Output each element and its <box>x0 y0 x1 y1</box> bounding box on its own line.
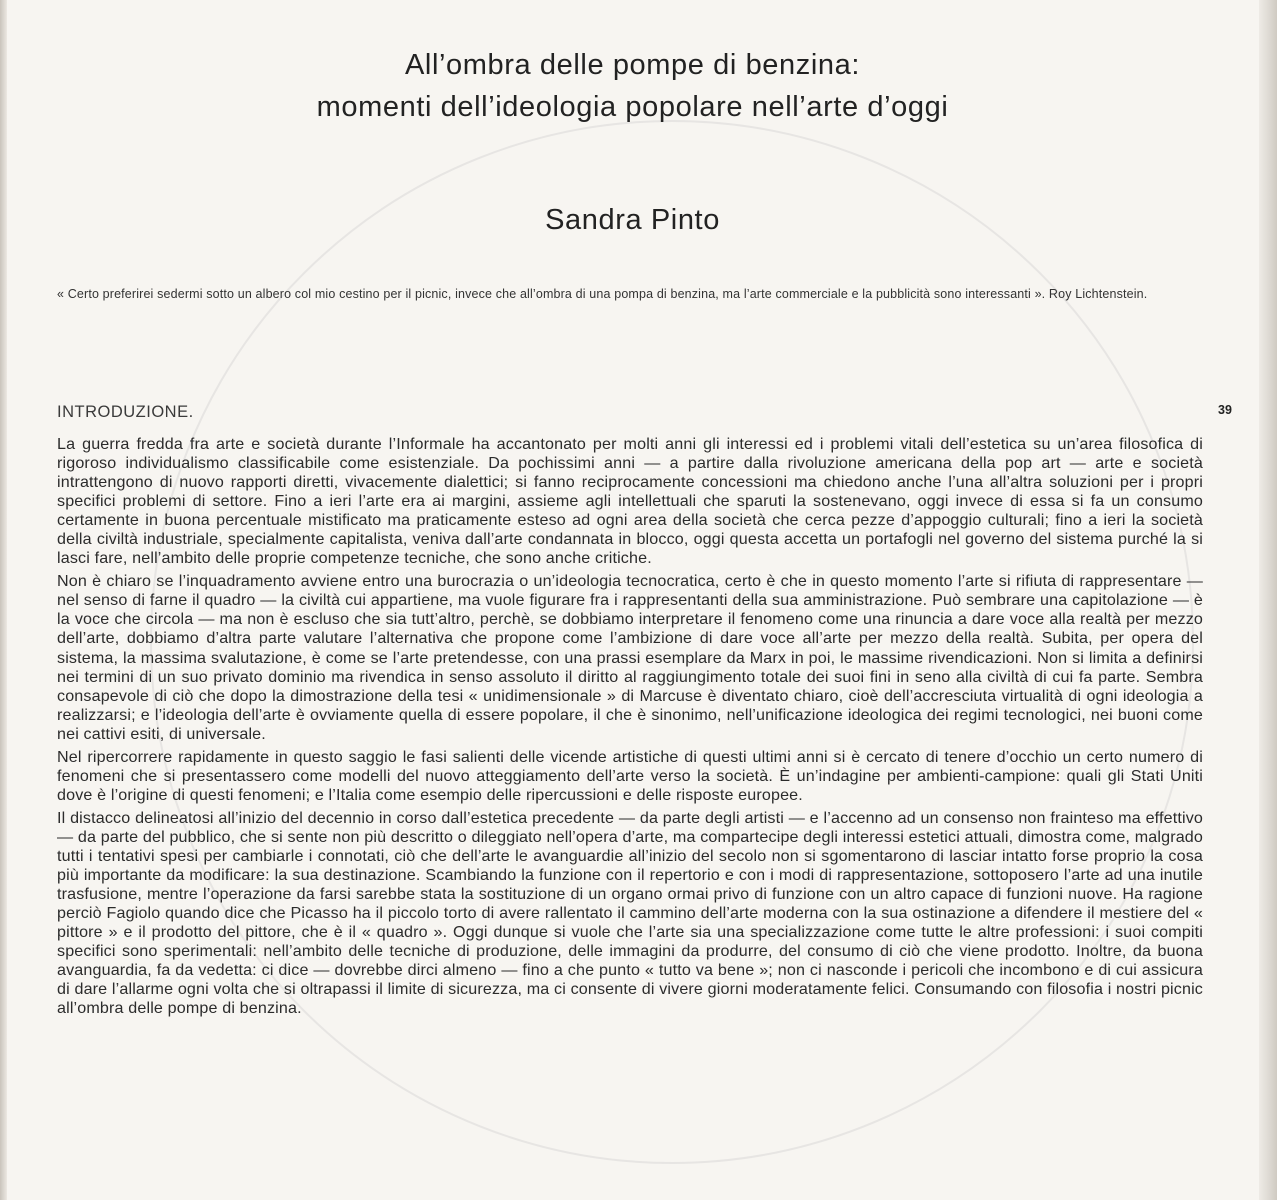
page-edge <box>1259 0 1277 1200</box>
paragraph: Nel ripercorrere rapidamente in questo saggio le fasi salienti delle vicende artistiche di questi ultimi anni si è cercato di tenere d’occhio un certo numero di fenomeni che si presentassero come modelli del nuovo atteggiamento dell’arte verso la società. È un’indagine per ambienti-campione: quali gli Stati Uniti dove è l’origine di questi fenomeni; e l’Italia come esempio delle ripercussioni e delle risposte europee. <box>57 747 1203 804</box>
paragraph: Il distacco delineatosi all’inizio del decennio in corso dall’estetica precedente — da parte degli artisti — e l’accenno ad un consenso non frainteso ma effettivo — da parte del pubblico, che si sente non più descritto o dileggiato nell’opera d’arte, ma compartecipe degli interessi estetici attuali, dimostra come, malgrado tutti i tentativi spesi per cambiarle i connotati, ciò che dell’arte le avanguardie all’inizio del secolo non si sgomentarono di lasciar intatto forse proprio la cosa più importante da modificare: la sua destinazione. Scambiando la funzione con il repertorio e con i modi di rappresentazione, sottoposero l’arte ad una inutile trasfusione, mentre l’operazione da farsi sarebbe stata la sostituzione di un organo ormai privo di funzione con un altro capace di funzioni nuove. Ha ragione perciò Fagiolo quando dice che Picasso ha il piccolo torto di avere rallentato il cammino dell’arte moderna con la sua ostinazione a difendere il mestiere del « pittore » e il prodotto del pittore, che è il « quadro ». Oggi dunque si vuole che l’arte sia una specializzazione come tutte le altre professioni: i suoi compiti specifici sono sperimentali: nell’ambito delle tecniche di produzione, delle immagini da produrre, del consumo di ciò che viene prodotto. Inoltre, da buona avanguardia, fa da vedetta: ci dice — dovrebbe dirci almeno — fino a che punto « tutto va bene »; non ci nasconde i pericoli che incombono e di cui assicura di dare l’allarme ogni volta che si oltrapassi il limite di sicurezza, ma ci consente di vivere giorni moderatamente felici. Consumando con filosofia i nostri picnic all’ombra delle pompe di benzina. <box>57 808 1203 1018</box>
paragraph: Non è chiaro se l’inquadramento avviene entro una burocrazia o un’ideologia tecnocratica, certo è che in questo momento l’arte si rifiuta di rappresentare — nel senso di farne il quadro — la civiltà cui appartiene, ma vuole figurare fra i rappresentanti della sua amministrazione. Può sembrare una capitolazione — è la voce che circola — ma non è escluso che sia tutt’altro, perchè, se dobbiamo interpretare il fenomeno come una rinuncia a dare voce alla realtà per mezzo dell’arte, dobbiamo d’altra parte valutare l’alternativa che propone come l’ambizione di dare voce all’arte per mezzo della realtà. Subita, per opera del sistema, la massima svalutazione, è come se l’arte pretendesse, con una prassi esemplare da Marx in poi, le massime rivendicazioni. Non si limita a definirsi nei termini di un suo privato dominio ma rivendica in senso assoluto il diritto al raggiungimento totale dei suoi fini in seno alla civiltà di cui fa parte. Sembra consapevole di ciò che dopo la dimostrazione della tesi « unidimensionale » di Marcuse è diventato chiaro, cioè dell’accresciuta virtualità di ogni ideologia a realizzarsi; e l’ideologia dell’arte è ovviamente quella di essere popolare, il che è sinonimo, nell’unificazione ideologica dei regimi tecnologici, nei buoni come nei cattivi esiti, di universale. <box>57 572 1203 743</box>
section-heading: INTRODUZIONE. <box>57 403 194 421</box>
epigraph-quote: « Certo preferirei sedermi sotto un albero col mio cestino per il picnic, invece che all’ombra di una pompa di benzina, ma l’arte commerciale e la pubblicità sono interessanti ». Roy Lichtenstein. <box>57 287 1148 301</box>
title-line-1: All’ombra delle pompe di benzina: <box>404 49 861 81</box>
author-name: Sandra Pinto <box>545 204 720 236</box>
page-title <box>0 44 1265 128</box>
page-spine <box>0 0 7 1200</box>
page-number: 39 <box>1218 403 1232 417</box>
body-text <box>57 435 1203 1022</box>
paragraph: La guerra fredda fra arte e società durante l’Informale ha accantonato per molti anni gli interessi ed i problemi vitali dell’estetica su un’area filosofica di rigoroso individualismo classificabile come esistenziale. Da pochissimi anni — a partire dalla rivoluzione americana della pop art — arte e società intrattengono di nuovo rapporti diretti, vivacemente dialettici; si fanno reciprocamente concessioni ma chiedono anche l’una all’altra soluzioni per i propri specifici problemi di settore. Fino a ieri l’arte era ai margini, assieme agli intellettuali che sparuti la sostenevano, oggi invece di essa si fa un consumo certamente in buona percentuale mistificato ma praticamente esteso ad ogni area della società che cerca pezze d’appoggio culturali; fino a ieri la società della civiltà industriale, specialmente capitalista, veniva dall’arte condannata in blocco, oggi questa accetta un portafogli nel governo del sistema purché la si lasci fare, nell’ambito delle proprie competenze tecniche, che sono anche critiche. <box>57 435 1203 568</box>
title-line-2: momenti dell’ideologia popolare nell’arte d’oggi <box>316 91 949 123</box>
